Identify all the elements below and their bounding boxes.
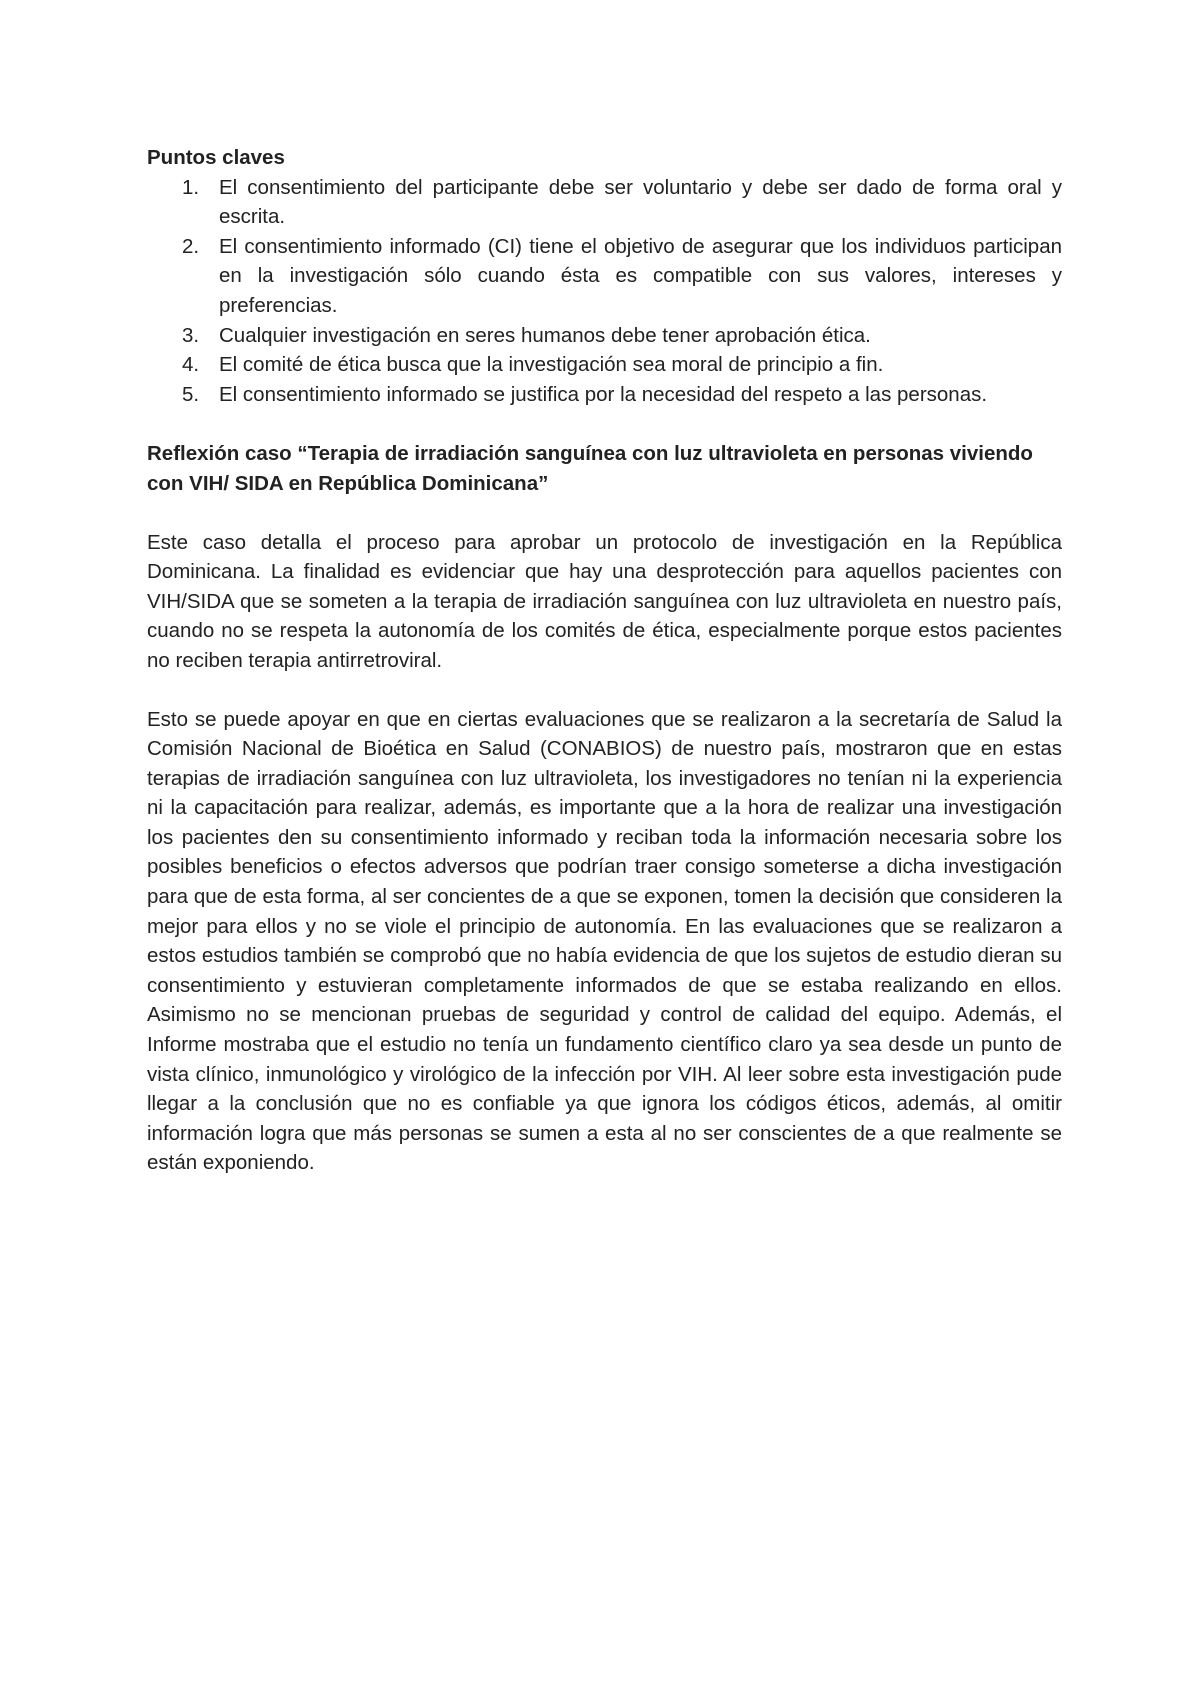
list-item-text: El consentimiento informado se justifica por la necesidad del respeto a las personas.: [219, 382, 988, 406]
list-item: [147, 350, 1062, 380]
list-item-number: 1.: [182, 175, 200, 199]
reflection-paragraph-1: Este caso detalla el proceso para aprobar un protocolo de investigación en la República Dominicana. La finalidad es evidenciar que hay una desprotección para aquellos pacientes con VIH/SIDA que se someten a la terapia de irradiación sanguínea con luz ultravioleta en nuestro país, cuando no se respeta la autonomía de los comités de ética, especialmente porque estos pacientes no reciben terapia antirretroviral.: [147, 530, 1062, 672]
key-points-list: [147, 173, 1062, 410]
list-item: [147, 173, 1062, 232]
reflection-title: Reflexión caso “Terapia de irradiación sanguínea con luz ultravioleta en personas viviendo con VIH/ SIDA en República Dominicana”: [147, 442, 1033, 495]
key-points-heading: Puntos claves: [147, 146, 285, 169]
list-item-number: 4.: [182, 353, 200, 377]
list-item: [147, 232, 1062, 321]
list-item-text: El consentimiento informado (CI) tiene el objetivo de asegurar que los individuos participan en la investigación sólo cuando ésta es compatible con sus valores, intereses y preferencias.: [219, 234, 1062, 317]
list-item: [147, 321, 1062, 351]
list-item: [147, 380, 1062, 410]
list-item-text: Cualquier investigación en seres humanos debe tener aprobación ética.: [219, 323, 871, 347]
list-item-text: El consentimiento del participante debe ser voluntario y debe ser dado de forma oral y escrita.: [219, 175, 1062, 229]
list-item-number: 5.: [182, 382, 200, 406]
document-content: [147, 143, 1062, 1178]
list-item-text: El comité de ética busca que la investigación sea moral de principio a fin.: [219, 353, 884, 377]
list-item-number: 3.: [182, 323, 200, 347]
list-item-number: 2.: [182, 234, 200, 258]
reflection-paragraph-2: Esto se puede apoyar en que en ciertas evaluaciones que se realizaron a la secretaría de Salud la Comisión Nacional de Bioética en Salud (CONABIOS) de nuestro país, mostraron que en estas terapias de irradiación sanguínea con luz ultravioleta, los investigadores no tenían ni la experiencia ni la capacitación para realizar, además, es importante que a la hora de realizar una investigación los pacientes den su consentimiento informado y reciban toda la información necesaria sobre los posibles beneficios o efectos adversos que podrían traer consigo someterse a dicha investigación para que de esta forma, al ser concientes de a que se exponen, tomen la decisión que consideren la mejor para ellos y no se viole el principio de autonomía. En las evaluaciones que se realizaron a estos estudios también se comprobó que no había evidencia de que los sujetos de estudio dieran su consentimiento y estuvieran completamente informados de que se estaba realizando en ellos. Asimismo no se mencionan pruebas de seguridad y control de calidad del equipo. Además, el Informe mostraba que el estudio no tenía un fundamento científico claro ya sea desde un punto de vista clínico, inmunológico y virológico de la infección por VIH. Al leer sobre esta investigación pude llegar a la conclusión que no es confiable ya que ignora los códigos éticos, además, al omitir información logra que más personas se sumen a esta al no ser conscientes de a que realmente se están exponiendo.: [147, 707, 1062, 1175]
